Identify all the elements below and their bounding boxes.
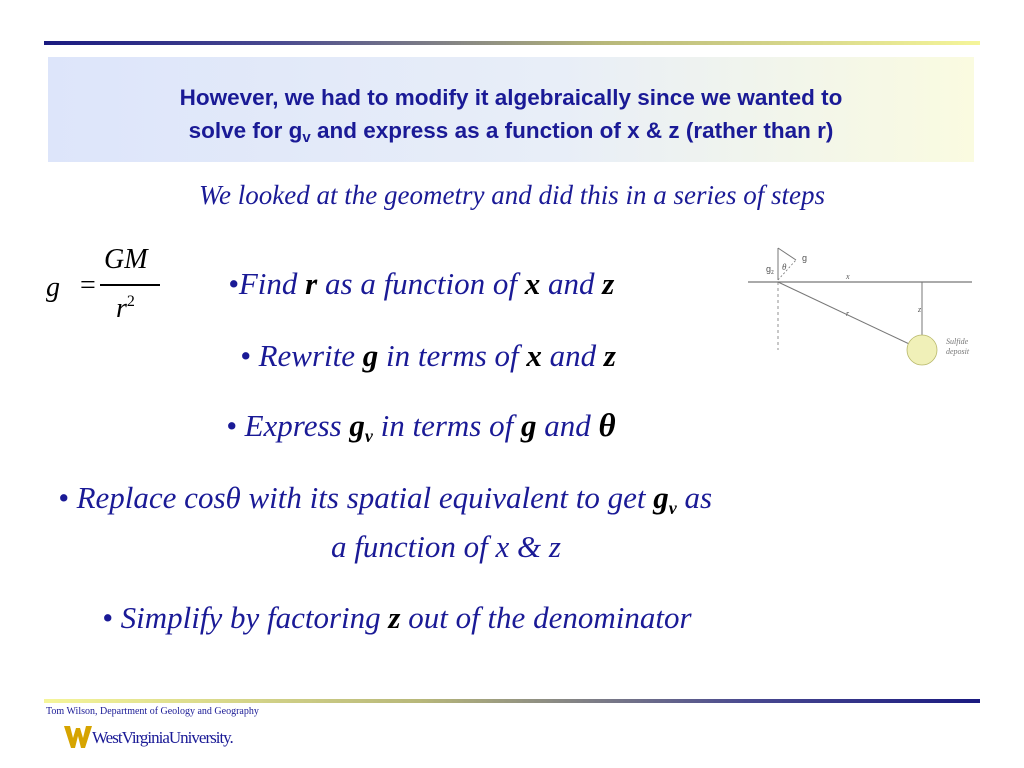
symbol-theta: θ [225, 480, 241, 515]
bullet: • [58, 480, 77, 515]
step-express-gv [226, 408, 616, 447]
symbol-x: x [524, 266, 541, 301]
theta-label: θ [782, 262, 787, 272]
bottom-rule [44, 699, 980, 703]
g-vector [778, 248, 796, 260]
symbol-subscript: v [364, 426, 373, 446]
equation-equals: = [80, 270, 96, 301]
z-label: z [918, 305, 922, 314]
equation-lhs: g [46, 272, 60, 303]
symbol-gv [653, 480, 677, 518]
step-text: Find [238, 266, 306, 301]
g-label: g [802, 253, 808, 263]
step-text: in terms of [378, 338, 527, 373]
deposit-label-1: Sulfide [946, 337, 969, 346]
symbol-g: g [349, 408, 365, 443]
symbol-x: x [526, 338, 542, 373]
symbol-z: z [602, 266, 615, 301]
slide-subtitle: We looked at the geometry and did this in a series of steps [199, 180, 825, 210]
wvu-logo-icon [64, 724, 92, 750]
gz-label [766, 264, 774, 276]
step-text: Express [244, 408, 350, 443]
symbol-g: g [362, 338, 379, 373]
bullet: • [240, 338, 259, 373]
step-text: as [676, 480, 713, 515]
wvu-wordmark: WestVirginiaUniversity. [92, 728, 233, 747]
denominator-variable: r [116, 293, 127, 324]
step-text: Simplify by factoring [120, 600, 389, 635]
footer-credit: Tom Wilson, Department of Geology and Geography [46, 706, 259, 717]
symbol-r: r [305, 266, 318, 301]
slide-title [48, 81, 974, 147]
step-find-r [228, 266, 614, 302]
step-text: and [536, 408, 599, 443]
title-line-1: However, we had to modify it algebraically since we wanted to [179, 85, 843, 110]
symbol-subscript: v [668, 498, 677, 518]
denominator-exponent: 2 [126, 293, 135, 310]
title-line-2-start: solve for g [188, 118, 303, 143]
bullet: • [226, 408, 245, 443]
step-rewrite-g [240, 338, 616, 374]
bullet: • [228, 266, 239, 301]
symbol-gv [349, 408, 373, 446]
step-text: as a function of [317, 266, 525, 301]
title-subscript: v [302, 129, 311, 146]
symbol-z: z [388, 600, 401, 635]
step-text: out of the denominator [400, 600, 692, 635]
r-label: r [846, 309, 850, 318]
step-simplify [102, 600, 692, 636]
step-replace-cos [58, 480, 712, 519]
gz-label-letter: g [766, 264, 772, 274]
step-text: with its spatial equivalent to get [240, 480, 654, 515]
symbol-theta: θ [598, 408, 616, 444]
equation-denominator [116, 293, 135, 325]
step-text: Rewrite [258, 338, 363, 373]
fraction-bar [100, 284, 160, 286]
step-text: and [540, 266, 603, 301]
symbol-z: z [603, 338, 616, 373]
step-text: and [541, 338, 604, 373]
geometry-diagram [748, 246, 980, 374]
r-line [778, 282, 922, 350]
symbol-g: g [653, 480, 669, 515]
equation-numerator: GM [104, 244, 148, 275]
deposit-label-2: deposit [946, 347, 970, 356]
g-vector-dashed [778, 260, 796, 280]
title-line-2-end: and express as a function of x & z (rather than r) [310, 118, 834, 143]
x-label: x [846, 272, 850, 281]
bullet: • [102, 600, 121, 635]
step-text: Replace cos [76, 480, 226, 515]
step-replace-cos-line2: a function of x & z [331, 529, 561, 564]
gz-label-subscript: z [771, 270, 775, 276]
sulfide-deposit [907, 335, 937, 365]
step-text: in terms of [372, 408, 521, 443]
title-banner [48, 57, 974, 162]
symbol-g: g [520, 408, 537, 443]
top-rule [44, 41, 980, 45]
